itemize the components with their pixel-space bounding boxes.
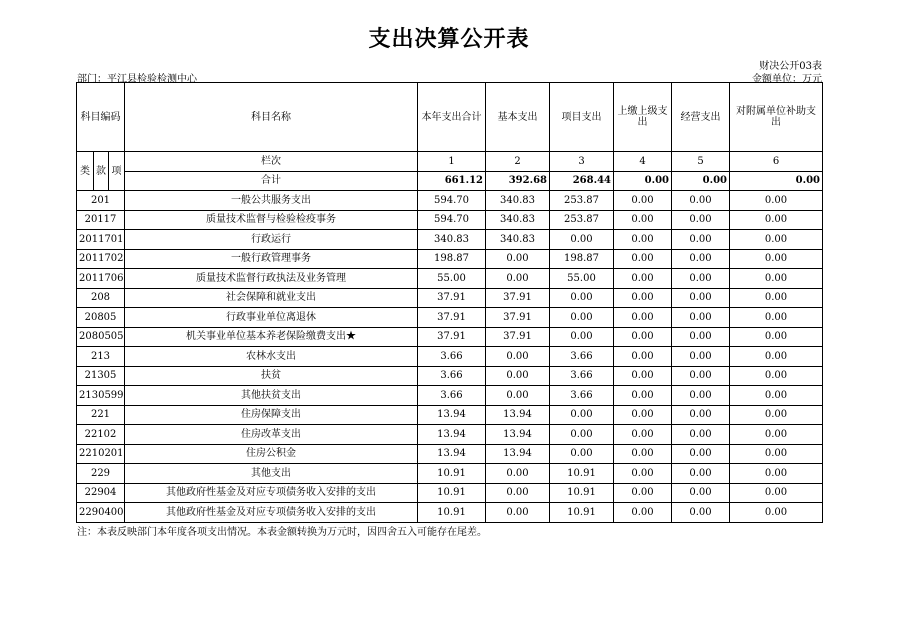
- row-value: 37.91: [418, 308, 486, 328]
- table-row: [77, 464, 823, 484]
- row-value: 10.91: [550, 483, 614, 503]
- row-value: 0.00: [614, 249, 672, 269]
- row-value: 0.00: [550, 405, 614, 425]
- row-value: 253.87: [550, 191, 614, 211]
- row-value: 0.00: [672, 191, 730, 211]
- row-value: 0.00: [730, 191, 823, 211]
- table-row: [77, 425, 823, 445]
- row-value: 0.00: [730, 249, 823, 269]
- table-row: [77, 503, 823, 523]
- row-code: 2290400: [77, 503, 125, 523]
- row-value: 10.91: [550, 503, 614, 523]
- row-value: 0.00: [614, 386, 672, 406]
- header-basic: 基本支出: [486, 83, 550, 152]
- row-code: 2080505: [77, 327, 125, 347]
- header-code: 科目编码: [77, 83, 125, 152]
- row-value: 13.94: [486, 405, 550, 425]
- row-value: 0.00: [730, 483, 823, 503]
- row-value: 13.94: [418, 444, 486, 464]
- row-value: 0.00: [486, 249, 550, 269]
- row-value: 0.00: [672, 269, 730, 289]
- row-value: 0.00: [730, 230, 823, 250]
- row-value: 0.00: [672, 464, 730, 484]
- row-code: 213: [77, 347, 125, 367]
- row-value: 10.91: [418, 503, 486, 523]
- total-label: 合计: [125, 171, 418, 191]
- row-value: 0.00: [614, 230, 672, 250]
- header-kuan: 款: [94, 152, 109, 191]
- row-value: 3.66: [550, 366, 614, 386]
- row-value: 0.00: [614, 483, 672, 503]
- form-number: 财决公开03表: [759, 61, 822, 72]
- row-value: 0.00: [614, 191, 672, 211]
- row-code: 2011702: [77, 249, 125, 269]
- row-value: 3.66: [550, 347, 614, 367]
- row-value: 0.00: [486, 503, 550, 523]
- row-value: 13.94: [486, 425, 550, 445]
- table-row: [77, 483, 823, 503]
- row-value: 0.00: [614, 210, 672, 230]
- row-value: 0.00: [672, 366, 730, 386]
- row-code: 208: [77, 288, 125, 308]
- row-value: 0.00: [730, 327, 823, 347]
- row-name: 行政运行: [125, 230, 418, 250]
- row-value: 0.00: [486, 269, 550, 289]
- row-value: 13.94: [486, 444, 550, 464]
- row-value: 0.00: [486, 386, 550, 406]
- row-code: 22904: [77, 483, 125, 503]
- total-value: 0.00: [672, 171, 730, 191]
- total-value: 0.00: [730, 171, 823, 191]
- unit-label: 金额单位：万元: [752, 74, 822, 85]
- row-value: 0.00: [614, 503, 672, 523]
- table-row: [77, 210, 823, 230]
- table-row: [77, 444, 823, 464]
- row-value: 0.00: [672, 444, 730, 464]
- row-code: 20805: [77, 308, 125, 328]
- row-value: 0.00: [614, 269, 672, 289]
- row-value: 13.94: [418, 425, 486, 445]
- total-value: 392.68: [486, 171, 550, 191]
- table-row: [77, 366, 823, 386]
- row-code: 229: [77, 464, 125, 484]
- footnote: 注：本表反映部门本年度各项支出情况。本表金额转换为万元时，因四舍五入可能存在尾差。: [77, 527, 487, 538]
- row-value: 55.00: [550, 269, 614, 289]
- row-value: 37.91: [418, 327, 486, 347]
- row-value: 0.00: [672, 483, 730, 503]
- row-code: 21305: [77, 366, 125, 386]
- row-value: 0.00: [614, 308, 672, 328]
- table-row: [77, 230, 823, 250]
- row-value: 0.00: [550, 288, 614, 308]
- column-number-row: [77, 152, 823, 172]
- row-code: 20117: [77, 210, 125, 230]
- row-value: 0.00: [614, 366, 672, 386]
- table-row: [77, 288, 823, 308]
- header-business: 经营支出: [672, 83, 730, 152]
- header-project: 项目支出: [550, 83, 614, 152]
- row-value: 0.00: [730, 308, 823, 328]
- row-code: 2130599: [77, 386, 125, 406]
- total-row: [77, 171, 823, 191]
- row-value: 253.87: [550, 210, 614, 230]
- row-name: 住房改革支出: [125, 425, 418, 445]
- table-row: [77, 269, 823, 289]
- col-num: 3: [550, 152, 614, 172]
- row-code: 201: [77, 191, 125, 211]
- row-value: 0.00: [614, 444, 672, 464]
- row-value: 0.00: [672, 425, 730, 445]
- col-num: 6: [730, 152, 823, 172]
- row-value: 3.66: [418, 347, 486, 367]
- row-name: 其他政府性基金及对应专项债务收入安排的支出: [125, 503, 418, 523]
- row-value: 0.00: [614, 327, 672, 347]
- header-xiang: 项: [109, 152, 125, 191]
- row-code: 22102: [77, 425, 125, 445]
- row-value: 0.00: [614, 425, 672, 445]
- row-name: 质量技术监督与检验检疫事务: [125, 210, 418, 230]
- row-name: 其他扶贫支出: [125, 386, 418, 406]
- row-name: 住房公积金: [125, 444, 418, 464]
- row-value: 10.91: [418, 483, 486, 503]
- row-value: 0.00: [730, 464, 823, 484]
- row-name: 社会保障和就业支出: [125, 288, 418, 308]
- col-num: 5: [672, 152, 730, 172]
- row-code: 2210201: [77, 444, 125, 464]
- row-name: 其他政府性基金及对应专项债务收入安排的支出: [125, 483, 418, 503]
- row-name: 住房保障支出: [125, 405, 418, 425]
- row-name: 一般公共服务支出: [125, 191, 418, 211]
- row-value: 0.00: [550, 308, 614, 328]
- department-label: 部门：平江县检验检测中心: [77, 74, 197, 85]
- row-value: 0.00: [730, 269, 823, 289]
- row-value: 0.00: [672, 386, 730, 406]
- row-value: 198.87: [550, 249, 614, 269]
- row-value: 0.00: [614, 288, 672, 308]
- row-value: 0.00: [730, 425, 823, 445]
- row-name: 一般行政管理事务: [125, 249, 418, 269]
- row-value: 0.00: [486, 347, 550, 367]
- row-value: 13.94: [418, 405, 486, 425]
- row-code: 2011701: [77, 230, 125, 250]
- row-value: 0.00: [614, 347, 672, 367]
- row-value: 55.00: [418, 269, 486, 289]
- row-value: 10.91: [418, 464, 486, 484]
- row-value: 340.83: [486, 191, 550, 211]
- row-value: 0.00: [672, 230, 730, 250]
- header-lei: 类: [77, 152, 94, 191]
- table-row: [77, 308, 823, 328]
- row-value: 0.00: [550, 230, 614, 250]
- row-value: 0.00: [672, 308, 730, 328]
- row-value: 3.66: [418, 366, 486, 386]
- row-value: 0.00: [672, 503, 730, 523]
- row-value: 0.00: [614, 405, 672, 425]
- row-value: 594.70: [418, 191, 486, 211]
- row-value: 0.00: [730, 210, 823, 230]
- row-value: 340.83: [486, 210, 550, 230]
- row-value: 0.00: [672, 327, 730, 347]
- col-num: 4: [614, 152, 672, 172]
- total-value: 0.00: [614, 171, 672, 191]
- row-value: 0.00: [672, 288, 730, 308]
- total-value: 661.12: [418, 171, 486, 191]
- table-row: [77, 327, 823, 347]
- header-upper: 上缴上级支出: [614, 83, 672, 152]
- row-name: 质量技术监督行政执法及业务管理: [125, 269, 418, 289]
- row-value: 0.00: [730, 347, 823, 367]
- table-row: [77, 386, 823, 406]
- row-value: 340.83: [486, 230, 550, 250]
- col-num: 2: [486, 152, 550, 172]
- header-total: 本年支出合计: [418, 83, 486, 152]
- row-value: 0.00: [672, 405, 730, 425]
- row-value: 37.91: [486, 288, 550, 308]
- row-value: 0.00: [730, 366, 823, 386]
- table-row: [77, 249, 823, 269]
- row-value: 0.00: [486, 464, 550, 484]
- row-name: 其他支出: [125, 464, 418, 484]
- col-num: 1: [418, 152, 486, 172]
- row-value: 0.00: [550, 444, 614, 464]
- row-code: 221: [77, 405, 125, 425]
- row-value: 0.00: [486, 366, 550, 386]
- row-value: 3.66: [418, 386, 486, 406]
- row-value: 37.91: [486, 308, 550, 328]
- row-value: 0.00: [550, 425, 614, 445]
- row-value: 0.00: [730, 386, 823, 406]
- row-value: 0.00: [730, 405, 823, 425]
- page-title: 支出决算公开表: [368, 26, 530, 52]
- row-value: 594.70: [418, 210, 486, 230]
- row-value: 37.91: [486, 327, 550, 347]
- row-value: 0.00: [672, 249, 730, 269]
- row-value: 3.66: [550, 386, 614, 406]
- table-row: [77, 191, 823, 211]
- row-value: 10.91: [550, 464, 614, 484]
- row-value: 198.87: [418, 249, 486, 269]
- row-value: 37.91: [418, 288, 486, 308]
- table-row: [77, 347, 823, 367]
- row-name: 农林水支出: [125, 347, 418, 367]
- row-value: 0.00: [486, 483, 550, 503]
- header-row: [77, 83, 823, 152]
- header-name: 科目名称: [125, 83, 418, 152]
- row-value: 340.83: [418, 230, 486, 250]
- row-value: 0.00: [614, 464, 672, 484]
- expenditure-table: [76, 82, 823, 523]
- row-value: 0.00: [550, 327, 614, 347]
- row-value: 0.00: [730, 503, 823, 523]
- header-subsidy: 对附属单位补助支出: [730, 83, 823, 152]
- total-value: 268.44: [550, 171, 614, 191]
- row-value: 0.00: [672, 347, 730, 367]
- row-name: 机关事业单位基本养老保险缴费支出★: [125, 327, 418, 347]
- row-name: 行政事业单位离退休: [125, 308, 418, 328]
- row-value: 0.00: [730, 288, 823, 308]
- row-value: 0.00: [672, 210, 730, 230]
- header-lanci: 栏次: [125, 152, 418, 172]
- row-name: 扶贫: [125, 366, 418, 386]
- table-row: [77, 405, 823, 425]
- row-code: 2011706: [77, 269, 125, 289]
- row-value: 0.00: [730, 444, 823, 464]
